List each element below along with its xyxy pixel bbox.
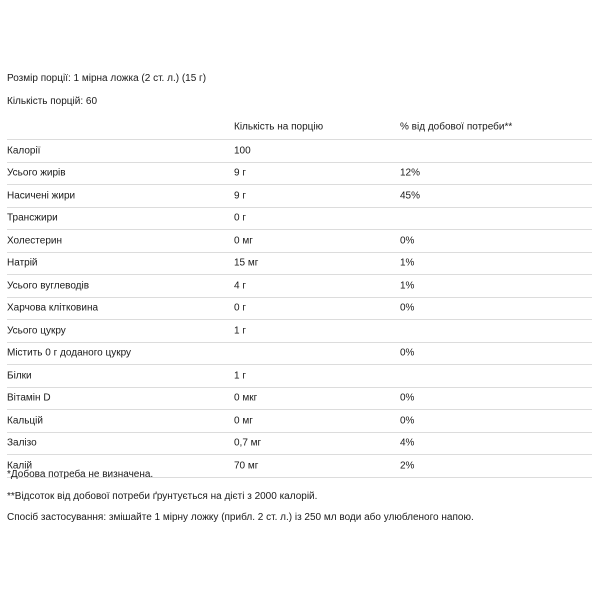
nutrient-name: Усього вуглеводів [7,280,90,292]
table-row [7,275,592,298]
nutrient-name: Харчова клітковина [7,302,99,314]
table-row [7,320,592,343]
nutrient-amount: 1 г [234,370,246,382]
nutrition-table [7,115,592,478]
nutrient-name: Насичені жири [7,190,76,202]
nutrient-daily-value: 45% [400,190,421,202]
table-row [7,365,592,388]
table-row [7,433,592,456]
nutrient-amount: 0 мг [234,415,253,427]
table-row [7,208,592,231]
nutrient-amount: 9 г [234,167,246,179]
nutrient-name: Калій [7,460,33,472]
nutrient-daily-value: 0% [400,235,415,247]
table-body [7,140,592,478]
table-row [7,253,592,276]
nutrient-daily-value: 0% [400,302,415,314]
nutrient-daily-value: 0% [400,392,415,404]
nutrient-name: Холестерин [7,235,62,247]
nutrient-amount: 0,7 мг [234,437,262,449]
nutrient-name: Залізо [7,437,37,449]
table-row [7,140,592,163]
nutrient-daily-value: 12% [400,167,421,179]
table-row [7,388,592,411]
nutrient-amount: 0 г [234,212,246,224]
table-row [7,298,592,321]
nutrient-amount: 1 г [234,325,246,337]
nutrient-name: Трансжири [7,212,58,224]
nutrient-name: Усього цукру [7,325,66,337]
nutrient-daily-value: 0% [400,415,415,427]
nutrient-name: Калорії [7,145,41,157]
usage-instructions: Спосіб застосування: змішайте 1 мірну ложку (прибл. 2 ст. л.) із 250 мл води або улюбленого напою. [7,512,474,523]
nutrient-name: Білки [7,370,32,382]
nutrient-daily-value: 2% [400,460,415,472]
table-header-row [7,115,592,140]
nutrient-amount: 15 мг [234,257,259,269]
nutrient-daily-value: 1% [400,257,415,269]
header-daily-value: % від добової потреби** [400,121,513,133]
note-daily-value-undefined: *Добова потреба не визначена. [7,469,154,480]
header-amount: Кількість на порцію [234,121,324,133]
table-row [7,163,592,186]
nutrient-name: Кальцій [7,415,43,427]
nutrient-daily-value: 0% [400,347,415,359]
table-row [7,185,592,208]
nutrient-name: Вітамін D [7,392,51,404]
nutrient-amount: 0 мг [234,235,253,247]
nutrient-name: Натрій [7,257,38,269]
nutrient-amount: 100 [234,145,251,157]
table-row [7,410,592,433]
table-row [7,343,592,366]
nutrient-amount: 9 г [234,190,246,202]
nutrient-name: Усього жирів [7,167,66,179]
nutrient-amount: 4 г [234,280,246,292]
serving-size: Розмір порції: 1 мірна ложка (2 ст. л.) (15 г) [7,73,207,84]
nutrient-daily-value: 1% [400,280,415,292]
nutrient-name: Містить 0 г доданого цукру [7,347,132,359]
note-daily-value-basis: **Відсоток від добової потреби ґрунтується на дієті з 2000 калорій. [7,491,318,502]
nutrient-amount: 70 мг [234,460,259,472]
nutrient-amount: 0 г [234,302,246,314]
servings-count: Кількість порцій: 60 [7,96,98,107]
nutrient-amount: 0 мкг [234,392,258,404]
table-row [7,230,592,253]
nutrient-daily-value: 4% [400,437,415,449]
